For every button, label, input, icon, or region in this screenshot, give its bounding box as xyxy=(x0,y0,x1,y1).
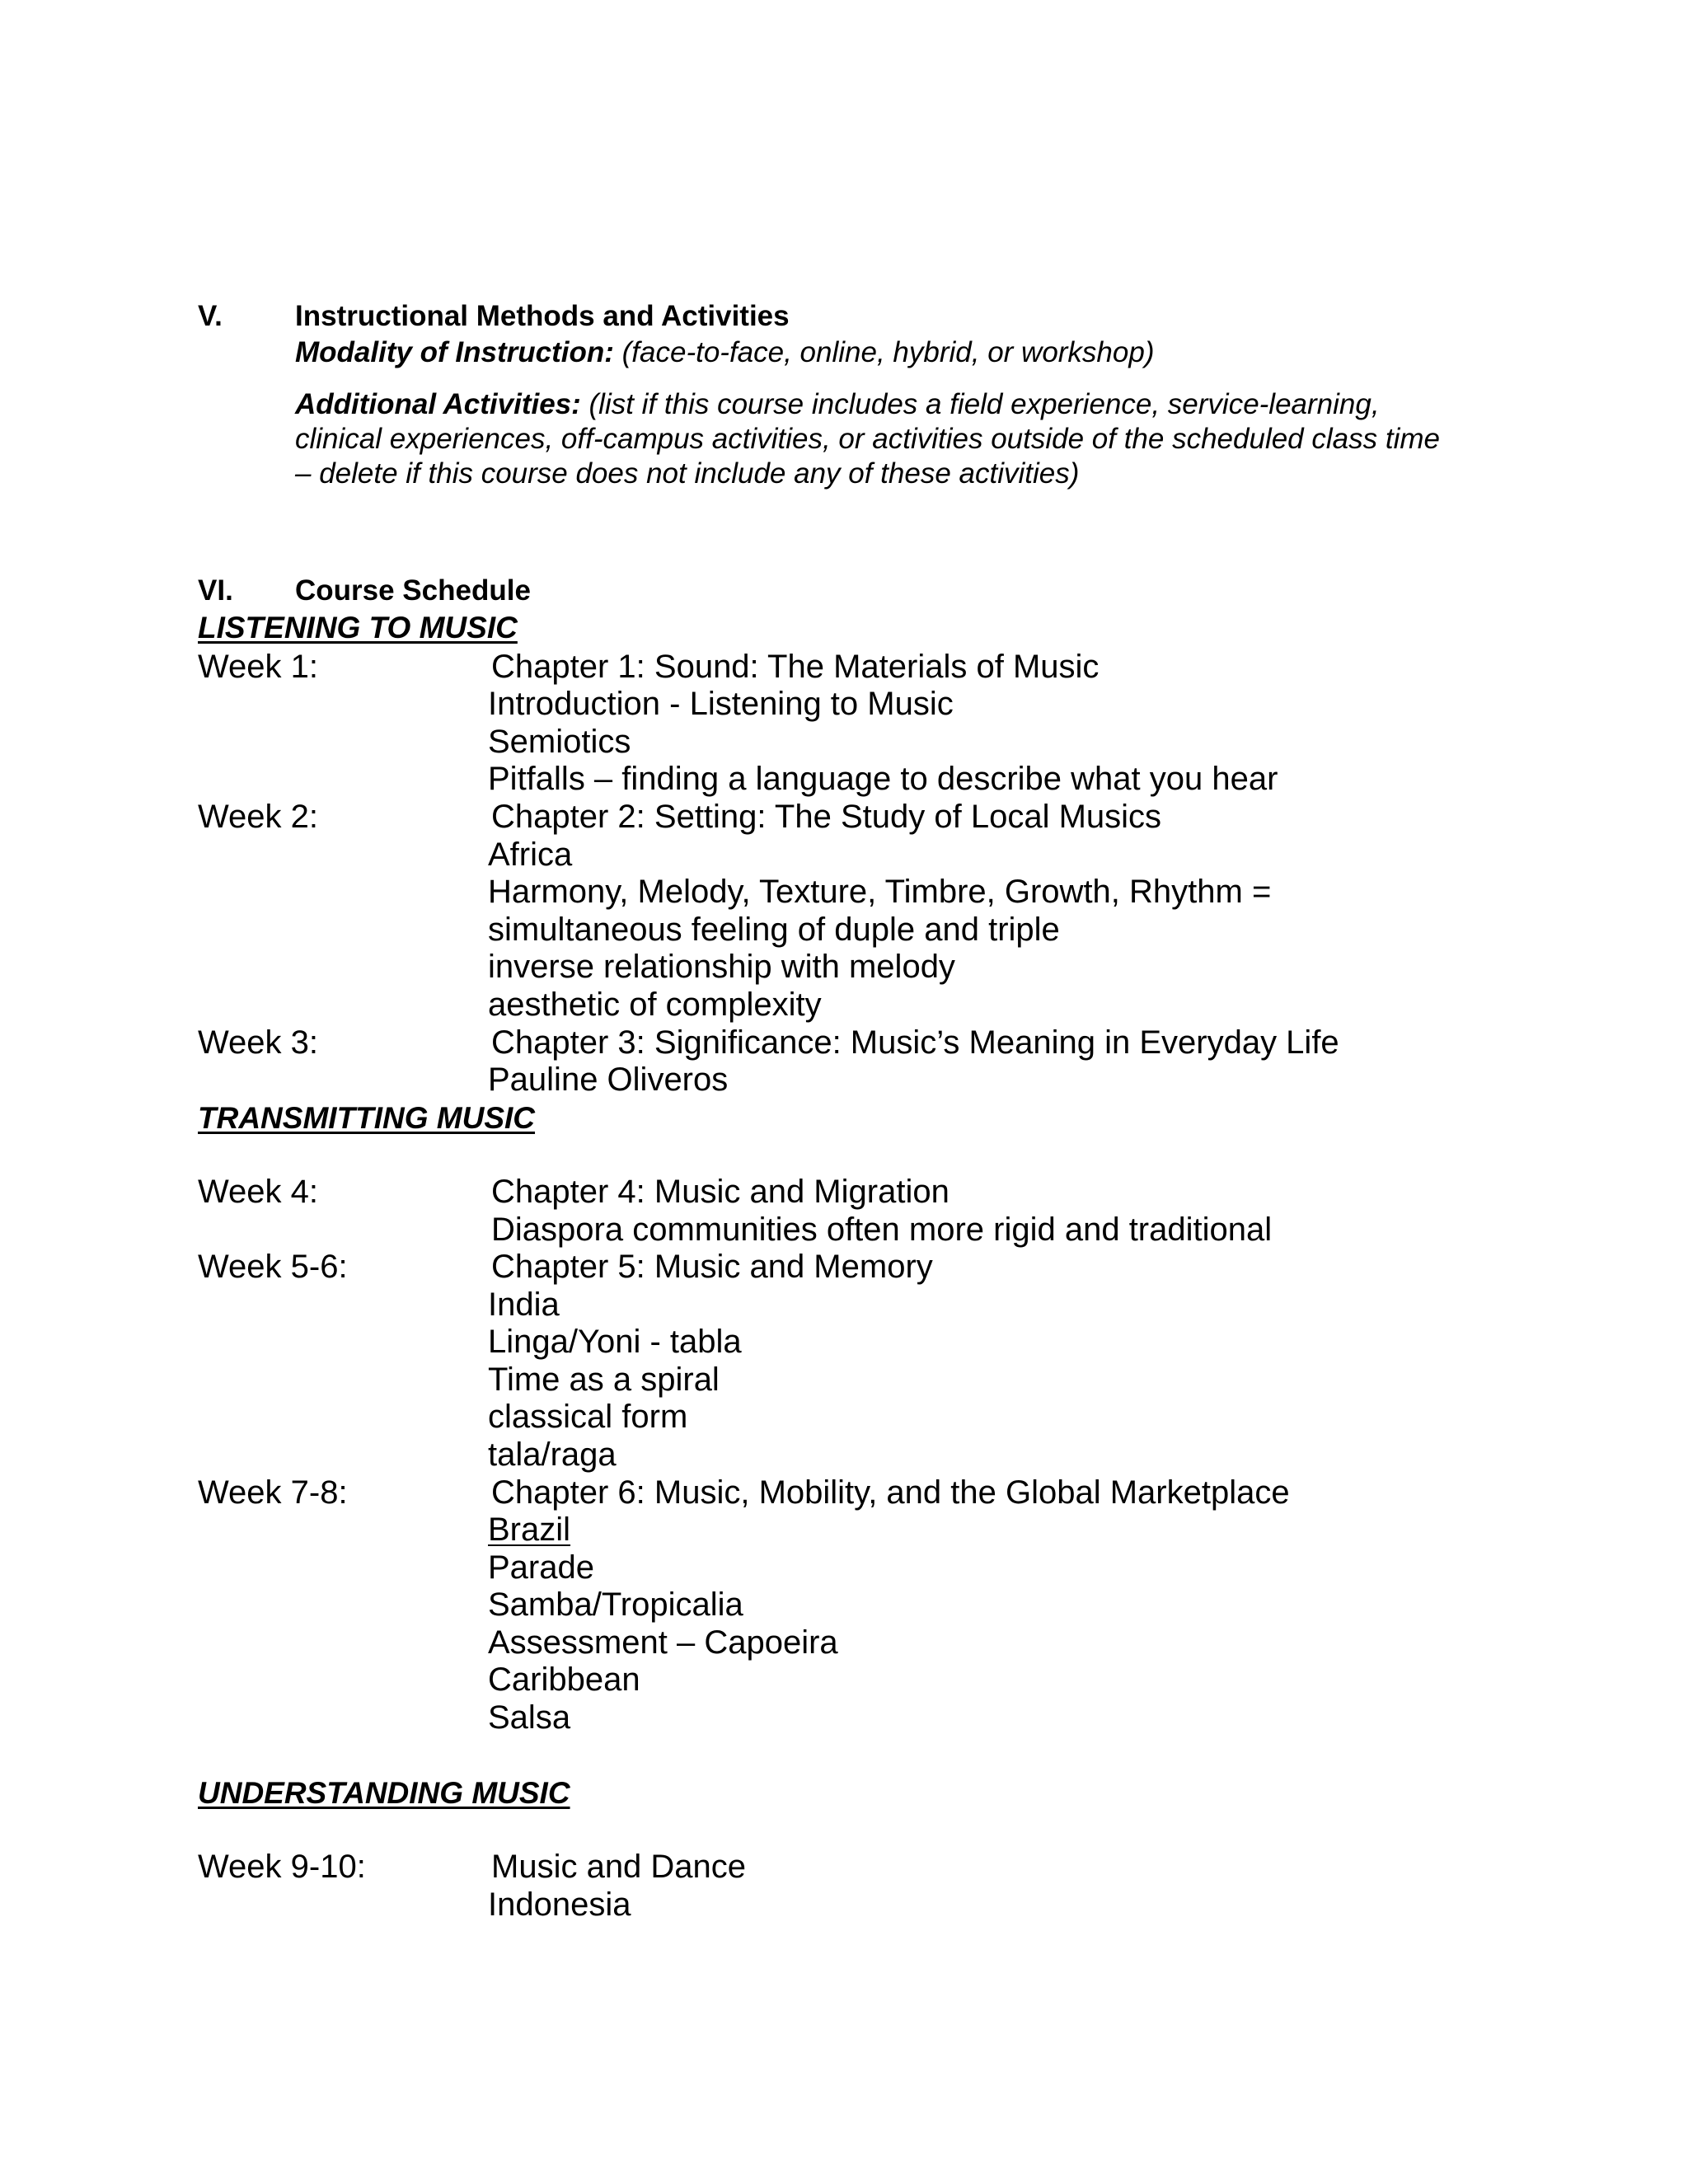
section-v-title: Instructional Methods and Activities xyxy=(295,300,790,332)
section-v-number: V. xyxy=(198,300,223,332)
additional-text: (list if this course includes a field experience, service-learning, clinical experiences, off-campus activities, or activities outside of the scheduled class time – delete if this course does not include any of these activities) xyxy=(295,388,1440,490)
week-label: Week 3: xyxy=(198,1024,318,1061)
topic-item: tala/raga xyxy=(488,1436,617,1473)
topic-item: Assessment – Capoeira xyxy=(488,1624,838,1661)
additional-label: Additional Activities: xyxy=(295,388,581,420)
week-label: Week 7-8: xyxy=(198,1474,348,1511)
topic-item: Harmony, Melody, Texture, Timbre, Growth, Rhythm = xyxy=(488,874,1272,910)
topic-item: Pauline Oliveros xyxy=(488,1062,729,1098)
topic-item: Indonesia xyxy=(488,1886,631,1923)
unit-heading-transmitting: TRANSMITTING MUSIC xyxy=(198,1101,536,1135)
topic-item: aesthetic of complexity xyxy=(488,987,822,1023)
topic-item: Samba/Tropicalia xyxy=(488,1586,743,1623)
chapter-title: Chapter 3: Significance: Music’s Meaning in Everyday Life xyxy=(491,1024,1339,1061)
chapter-title: Chapter 6: Music, Mobility, and the Global Marketplace xyxy=(491,1474,1290,1511)
week-label: Week 9-10: xyxy=(198,1849,366,1885)
topic-item: inverse relationship with melody xyxy=(488,949,955,985)
topic-item: Linga/Yoni - tabla xyxy=(488,1324,742,1360)
unit-heading-listening: LISTENING TO MUSIC xyxy=(198,611,518,644)
week-label: Week 2: xyxy=(198,799,318,835)
topic-item: classical form xyxy=(488,1399,688,1435)
chapter-title: Chapter 5: Music and Memory xyxy=(491,1249,933,1285)
chapter-title: Chapter 2: Setting: The Study of Local Musics xyxy=(491,799,1162,835)
topic-item: Semiotics xyxy=(488,724,631,760)
topic-item-region-brazil: Brazil xyxy=(488,1511,571,1548)
modality-label: Modality of Instruction: xyxy=(295,336,614,368)
week-label: Week 4: xyxy=(198,1174,318,1210)
section-vi-number: VI. xyxy=(198,574,233,607)
topic-item: Introduction - Listening to Music xyxy=(488,686,954,722)
topic-item: Africa xyxy=(488,837,573,873)
section-vi-title: Course Schedule xyxy=(295,574,531,607)
modality-text: (face-to-face, online, hybrid, or workshop) xyxy=(613,336,1155,368)
chapter-title: Music and Dance xyxy=(491,1849,747,1885)
topic-item: Caribbean xyxy=(488,1661,640,1698)
topic-item: India xyxy=(488,1286,560,1323)
modality-line xyxy=(295,336,1155,369)
topic-item: Parade xyxy=(488,1549,594,1586)
additional-activities-paragraph xyxy=(295,387,1449,491)
chapter-title: Chapter 4: Music and Migration xyxy=(491,1174,950,1210)
topic-item: simultaneous feeling of duple and triple xyxy=(488,912,1060,948)
topic-item: Diaspora communities often more rigid and traditional xyxy=(491,1212,1273,1248)
week-label: Week 1: xyxy=(198,649,318,685)
unit-heading-understanding: UNDERSTANDING MUSIC xyxy=(198,1776,570,1810)
week-label: Week 5-6: xyxy=(198,1249,348,1285)
topic-item: Pitfalls – finding a language to describe what you hear xyxy=(488,761,1278,797)
topic-item: Time as a spiral xyxy=(488,1361,720,1398)
topic-item: Salsa xyxy=(488,1699,571,1736)
chapter-title: Chapter 1: Sound: The Materials of Music xyxy=(491,649,1100,685)
